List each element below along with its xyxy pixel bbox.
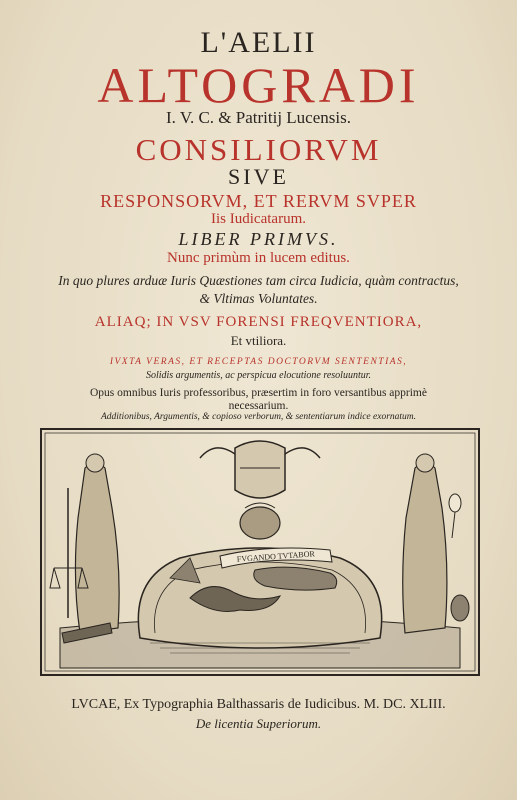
coat-of-arms <box>235 441 285 498</box>
volume-label: LIBER PRIMVS. <box>178 229 339 249</box>
description-2: & Vltimas Voluntates. <box>199 291 318 306</box>
description-4: Et vtiliora. <box>230 333 287 348</box>
author-name: ALTOGRADI <box>97 57 420 113</box>
description-6: Solidis argumentis, ac perspicua elocutione resoluuntur. <box>145 370 372 381</box>
mirror-handle <box>452 512 455 538</box>
description-7: Opus omnibus Iuris professoribus, præsertim in foro versantibus apprimè <box>90 387 427 399</box>
description-3: ALIAQ; IN VSV FORENSI FREQVENTIORA, <box>94 314 423 330</box>
prudence-figure <box>403 463 447 633</box>
work-title: CONSILIORVM <box>135 132 382 167</box>
prudence-head <box>416 454 434 472</box>
author-prefix: L'AELII <box>200 26 317 59</box>
motto-text: FVGANDO TVTABOR <box>236 549 316 564</box>
cartouche <box>138 548 381 648</box>
subtitle: RESPONSORVM, ET RERVM SVPER <box>100 191 417 211</box>
license: De licentia Superiorum. <box>195 716 322 731</box>
mirror-icon <box>449 494 461 512</box>
grotesque-mask <box>240 507 280 539</box>
description-1: In quo plures arduæ Iuris Quæstiones tam circa Iudicia, quàm contractus, <box>58 273 459 288</box>
description-8: necessarium. <box>228 400 289 412</box>
edition-note: Nunc primùm in lucem editus. <box>167 250 350 266</box>
printer-device-engraving <box>40 428 480 676</box>
owl-icon <box>451 595 469 621</box>
imprint: LVCAE, Ex Typographia Balthassaris de Iudicibus. M. DC. XLIII. <box>71 697 446 712</box>
subtitle-2: Iis Iudicatarum. <box>211 211 306 227</box>
justice-figure <box>75 463 119 633</box>
description-5: IVXTA VERAS, ET RECEPTAS DOCTORVM SENTENTIAS, <box>109 357 408 367</box>
justice-head <box>86 454 104 472</box>
description-9: Additionibus, Argumentis, & copioso verborum, & sententiarum indice exornatum. <box>100 412 417 422</box>
author-titles: I. V. C. & Patritij Lucensis. <box>166 108 351 127</box>
sive-line: SIVE <box>228 164 289 189</box>
